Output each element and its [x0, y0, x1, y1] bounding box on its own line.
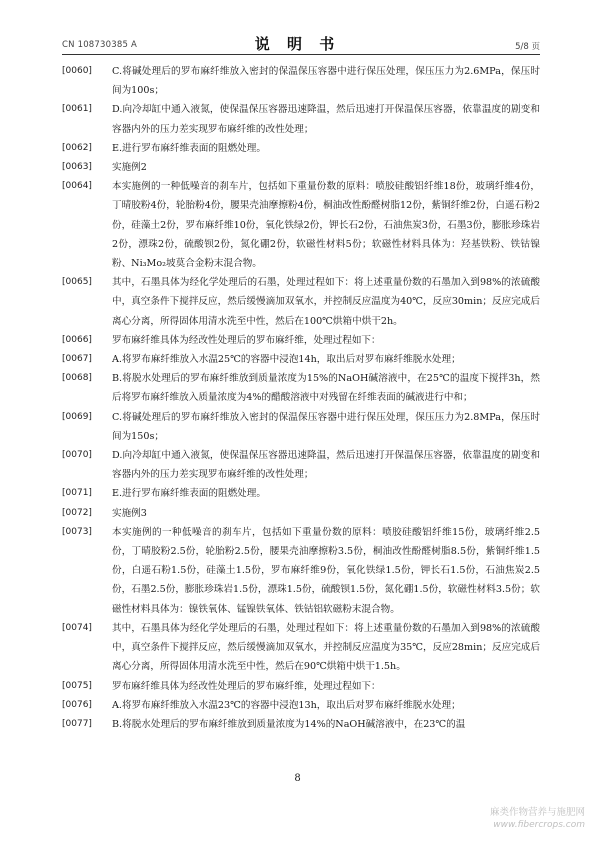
paragraph-text: A.将罗布麻纤维放入水温23℃的容器中浸泡13h，取出后对罗布麻纤维脱水处理；	[112, 699, 461, 711]
paragraph-text: C.将碱处理后的罗布麻纤维放入密封的保温保压容器中进行保压处理，保压压力为2.8MPa，保压时间为150s；	[112, 411, 540, 442]
paragraph-text: B.将脱水处理后的罗布麻纤维放到质量浓度为15%的NaOH碱溶液中，在25℃的温度下搅拌3h，然后将罗布麻纤维放入质量浓度为4%的醋酸溶液中对残留在纤维表面的碱液进行中和；	[112, 373, 540, 404]
paragraph-text: 罗布麻纤维具体为经改性处理后的罗布麻纤维，处理过程如下：	[112, 334, 381, 346]
paragraph-number: [0066]	[62, 334, 92, 345]
page-number: 8	[294, 773, 301, 784]
paragraph	[62, 100, 540, 138]
paragraph	[62, 158, 540, 177]
paragraph-number: [0072]	[62, 507, 92, 518]
paragraph	[62, 177, 540, 273]
paragraph-number: [0071]	[62, 488, 92, 499]
paragraph	[62, 696, 540, 715]
paragraph	[62, 484, 540, 503]
paragraph-text: E.进行罗布麻纤维表面的阻燃处理。	[112, 488, 266, 500]
document-body	[62, 62, 540, 762]
paragraph-number: [0070]	[62, 450, 92, 461]
paragraph-text: C.将碱处理后的罗布麻纤维放入密封的保温保压容器中进行保压处理，保压压力为2.6MPa，保压时间为100s；	[112, 66, 540, 97]
paragraph	[62, 62, 540, 100]
header-rule	[62, 54, 540, 55]
paragraph-text: 其中，石墨具体为经化学处理后的石墨，处理过程如下：将上述重量份数的石墨加入到98%的浓硫酸中，真空条件下搅拌反应，然后缓慢滴加双氧水，并控制反应温度为40℃，反应30min；反应完成后离心分离，所得固体用清水洗至中性，然后在100℃烘箱中烘干2h。	[112, 277, 540, 327]
paragraph	[62, 139, 540, 158]
paragraph	[62, 273, 540, 331]
paragraph	[62, 619, 540, 677]
watermark	[490, 806, 585, 832]
paragraph-number: [0064]	[62, 181, 92, 192]
paragraph-number: [0068]	[62, 373, 92, 384]
paragraph-text: 本实施例的一种低噪音的刹车片，包括如下重量份数的原料：喷胶硅酸铝纤维15份，玻璃纤维2.5份，丁晴胶粉2.5份，轮胎粉2.5份，腰果壳油摩擦粉3.5份，桐油改性酚醛树脂8.5份，紫铜纤维1.5份，白遥石粉1.5份，硅藻土1.5份，罗布麻纤维9份，氧化铁绿1.5份，钾长石1.5份，石油焦炭2.5份，石墨2.5份，膨胀珍珠岩1.5份，漂珠1.5份，硫酸钡1.5份，氮化硼1.5份，软磁性材料3.5份；软磁性材料具体为：镍铁氧体、锰镍铁氧体、铁钴铝软磁粉末混合物。	[112, 526, 540, 615]
paragraph-text: B.将脱水处理后的罗布麻纤维放到质量浓度为14%的NaOH碱溶液中，在23℃的温	[112, 718, 466, 730]
paragraph-number: [0075]	[62, 680, 92, 691]
paragraph	[62, 369, 540, 407]
paragraph	[62, 408, 540, 446]
page-counter: 5/8 页	[515, 42, 540, 52]
paragraph-number: [0076]	[62, 699, 92, 710]
paragraph-number: [0061]	[62, 104, 92, 115]
paragraph-number: [0069]	[62, 411, 92, 422]
paragraph	[62, 523, 540, 619]
paragraph-text: A.将罗布麻纤维放入水温25℃的容器中浸泡14h，取出后对罗布麻纤维脱水处理；	[112, 354, 461, 366]
paragraph-number: [0067]	[62, 354, 92, 365]
paragraph-text: E.进行罗布麻纤维表面的阻燃处理。	[112, 142, 266, 154]
paragraph-text: D.向冷却缸中通入液氮，使保温保压容器迅速降温，然后迅速打开保温保压容器，依靠温度的剧变和容器内外的压力差实现罗布麻纤维的改性处理；	[112, 104, 540, 135]
paragraph	[62, 350, 540, 369]
document-title: 说 明 书	[254, 35, 341, 53]
paragraph	[62, 715, 540, 734]
paragraph-text: 本实施例的一种低噪音的刹车片，包括如下重量份数的原料：喷胶硅酸铝纤维18份，玻璃纤维4份，丁晴胶粉4份，轮胎粉4份，腰果壳油摩擦粉4份，桐油改性酚醛树脂12份，紫铜纤维2份，白遥石粉2份，硅藻土2份，罗布麻纤维10份，氧化铁绿2份，钾长石2份，石油焦炭3份，石墨3份，膨胀珍珠岩2份，漂珠2份，硫酸钡2份，氮化硼2份，软磁性材料5份；软磁性材料具体为：羟基铁粉、铁钴镍粉、Ni₃Mo₂坡莫合金粉末混合物。	[112, 181, 540, 270]
paragraph	[62, 504, 540, 523]
paragraph-text: 实施例2	[112, 162, 147, 174]
paragraph-number: [0060]	[62, 66, 92, 76]
paragraph-text: 实施例3	[112, 507, 147, 519]
paragraph-number: [0077]	[62, 718, 92, 729]
patent-number: CN 108730385 A	[62, 40, 137, 50]
paragraph-text: 其中，石墨具体为经化学处理后的石墨，处理过程如下：将上述重量份数的石墨加入到98%的浓硫酸中，真空条件下搅拌反应，然后缓慢滴加双氧水，并控制反应温度为35℃，反应28min；反应完成后离心分离，所得固体用清水洗至中性，然后在90℃烘箱中烘干1.5h。	[112, 622, 540, 673]
paragraph	[62, 677, 540, 696]
watermark-url: www.fibercrops.com	[493, 820, 585, 830]
paragraph-text: D.向冷却缸中通入液氮，使保温保压容器迅速降温，然后迅速打开保温保压容器，依靠温度的剧变和容器内外的压力差实现罗布麻纤维的改性处理；	[112, 450, 540, 481]
watermark-text: 麻类作物营养与施肥网	[489, 807, 585, 818]
paragraph-text: 罗布麻纤维具体为经改性处理后的罗布麻纤维，处理过程如下：	[112, 680, 381, 692]
paragraph	[62, 331, 540, 350]
paragraph-number: [0074]	[62, 622, 92, 633]
paragraph-number: [0062]	[62, 142, 92, 153]
paragraph	[62, 446, 540, 484]
paragraph-number: [0063]	[62, 162, 92, 173]
paragraph-number: [0073]	[62, 526, 92, 537]
paragraph-number: [0065]	[62, 277, 92, 288]
